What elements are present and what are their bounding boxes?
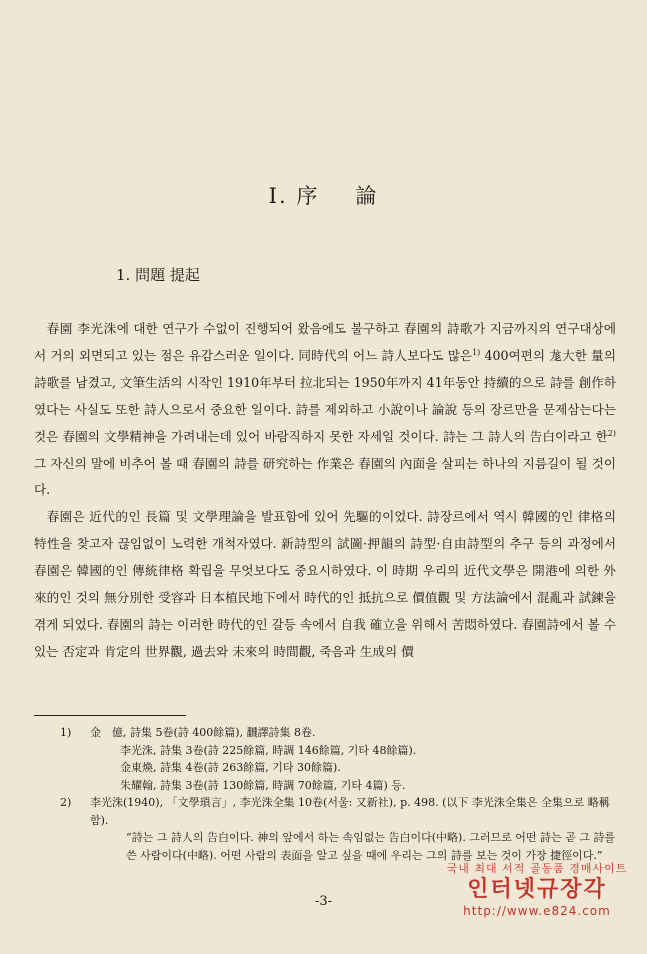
- footnote-ref-1: 1): [472, 347, 481, 357]
- footnote-1-line: 李光洙, 詩集 3卷(詩 225餘篇, 時調 146餘篇, 기타 48餘篇).: [120, 743, 417, 757]
- footnote-2-quote: “詩는 그 詩人의 告白이다. 神의 앞에서 하는 속임없는 告白이다(中略). 그러므로 어떤 詩는 곧 그 詩를 쓴 사람이다(中略). 어떤 사람의 表面을 알고 싶을 때에 우리는 그의 詩를 보는 것이 가장 捷徑이다.”: [126, 831, 616, 862]
- footnote-1-line: 金 億, 詩集 5卷(詩 400餘篇), 飜譯詩集 8卷.: [90, 726, 316, 739]
- footnote-ref-2: 2): [607, 428, 616, 438]
- footnote-1-number: 1): [60, 726, 72, 739]
- footnote-1-line: 金東煥, 詩集 4卷(詩 263餘篇, 기타 30餘篇).: [120, 761, 341, 774]
- watermark-url: http://www.e824.com: [463, 904, 611, 918]
- paragraph-2: 春園은 近代的인 長篇 및 文學理論을 발표함에 있어 先驅的이었다. 詩장르에서 역시 韓國的인 律格의 特性을 찾고자 끊임없이 노력한 개척자였다. 新詩型의 試圖·押韻의 詩型·自由詩型의 추구 등의 과정에서 春園은 韓國的인 傳統律格 확립을 무엇보다도 중요시하였다. 이 時期 우리의 近代文學은 開港에 의한 外來的인 것의 無分別한 受容과 日本植民地下에서 時代的인 抵抗으로 價值觀 및 方法論에서 混亂과 試鍊을 겪게 되었다. 春園의 詩는 이러한 時代的인 갈등 속에서 自我 確立을 위해서 苦悶하였다. 春園詩에서 볼 수 있는 否定과 肯定의 世界觀, 過去와 未來의 時間觀, 죽음과 生成의 價: [34, 509, 616, 659]
- watermark-tagline: 국내 최대 서적 골동품 경매사이트: [446, 862, 628, 875]
- paragraph-1-text-b: 400여편의 尨大한 量의 詩歌를 남겼고, 文筆生活의 시작인 1910年부터 拉北되는 1950年까지 41年동안 持續的으로 詩를 創作하였다는 사실도 또한 詩人으로서 중요한 일이다. 詩를 제외하고 小說이나 論說 등의 장르만을 문제삼는다는 것은 春園의 文學精神을 가려내는데 있어 바람직하지 못한 자세일 것이다. 詩는 그 詩人의 告白이라고 한: [34, 347, 616, 444]
- footnote-1-line: 朱耀翰, 詩集 3卷(詩 130餘篇, 時調 70餘篇, 기타 4篇) 등.: [120, 778, 406, 792]
- body-text: [34, 316, 616, 666]
- chapter-title: [0, 180, 647, 210]
- watermark: [437, 860, 637, 918]
- paragraph-1-text-a: 春園 李光洙에 대한 연구가 수없이 진행되어 왔음에도 불구하고 春園의 詩歌가 지금까지의 연구대상에서 거의 외면되고 있는 점은 유감스러운 일이다. 同時代의 어느 詩人보다도 많은: [34, 321, 616, 363]
- footnote-2-number: 2): [60, 796, 72, 809]
- footnote-2-body: [90, 794, 616, 864]
- paragraph-1-text-c: 그 자신의 말에 비추어 볼 때 春園의 詩를 研究하는 作業은 春園의 內面을 살피는 하나의 지름길이 될 것이다.: [34, 455, 616, 498]
- watermark-site-name: 인터넷규장각: [467, 877, 607, 902]
- section-title: 1. 問題 提起: [116, 266, 200, 284]
- footnote-divider: [34, 715, 186, 716]
- footnote-2-citation: 李光洙(1940), 「文學瑣言」, 李光洙全集 10卷(서울: 又新社), p. 498. (以下 李光洙全集은 全集으로 略稱함).: [90, 796, 610, 827]
- chapter-title-part2: 論: [355, 184, 379, 208]
- footnote-1-body: [90, 724, 616, 794]
- footnotes: [60, 724, 616, 864]
- footnote-2: [60, 794, 616, 864]
- footnote-1: [60, 724, 616, 794]
- paragraph-1: [34, 316, 616, 504]
- page-number: -3-: [314, 894, 333, 909]
- chapter-title-part1: I. 序: [268, 184, 320, 208]
